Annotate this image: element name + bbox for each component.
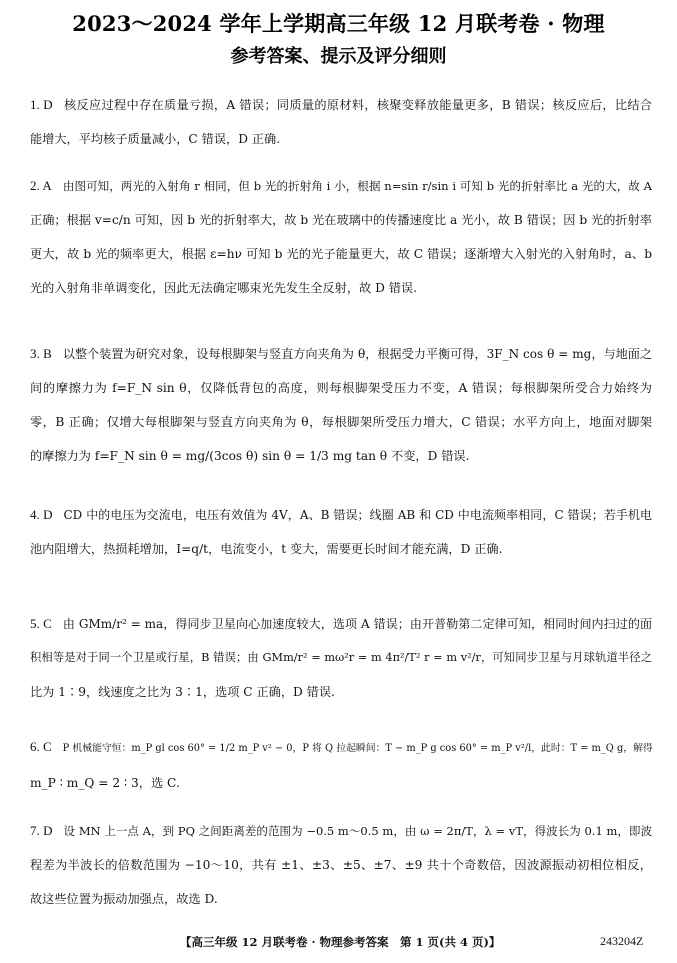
answer-line: 程差为半波长的倍数范围为 −10～10，共有 ±1、±3、±5、±7、±9 共十个奇数倍，因波源振动初相位相反，	[30, 858, 652, 872]
answer-text: 设 MN 上一点 A，到 PQ 之间距离差的范围为 −0.5 m～0.5 m，由 ω = 2π/T，λ = vT，得波长为 0.1 m，即波	[63, 824, 652, 838]
answer-line	[30, 169, 652, 203]
answer-line: 更大，故 b 光的频率更大，根据 ε=hν 可知 b 光的光子能量更大，故 C 错误；逐渐增大入射光的入射角时，a、b	[30, 247, 652, 261]
answer-number: 4. D	[30, 507, 53, 522]
answer-line	[30, 607, 652, 641]
answer-number: 6. C	[30, 739, 52, 754]
answer-line: 比为 1∶9，线速度之比为 3∶1，选项 C 正确，D 错误.	[30, 685, 335, 699]
answer-number: 1. D	[30, 97, 53, 112]
answer-line: 光的入射角非单调变化，因此无法确定哪束光先发生全反射，故 D 错误.	[30, 281, 418, 295]
footer-page-info: 【高三年级 12 月联考卷 · 物理参考答案 第 1 页(共 4 页)】	[180, 935, 501, 949]
answer-4	[30, 498, 652, 566]
answer-line: 正确；根据 v=c/n 可知，因 b 光的折射率大，故 b 光在玻璃中的传播速度比 a 光小，故 B 错误；因 b 光的折射率	[30, 213, 652, 227]
answer-line	[30, 498, 652, 532]
answer-2	[30, 169, 652, 305]
answer-text: CD 中的电压为交流电，电压有效值为 4V，A、B 错误；线圈 AB 和 CD 中电流频率相同，C 错误；若手机电	[63, 508, 653, 522]
answer-line: 间的摩擦力为 f=F_N sin θ，仅降低背包的高度，则每根脚架受压力不变，A 错误；每根脚架所受合力始终为	[30, 381, 652, 395]
answer-7	[30, 814, 652, 916]
answer-line	[30, 730, 652, 766]
answer-line: 积相等是对于同一个卫星或行星，B 错误；由 GMm/r² = mω²r = m 4π²/T² r = m v²/r，可知同步卫星与月球轨道半径之	[30, 651, 652, 664]
answer-number: 3. B	[30, 346, 52, 361]
answer-line	[30, 337, 652, 371]
answer-line: 池内阻增大，热损耗增加，I=q/t，电流变小，t 变大，需要更长时间才能充满，D 正确.	[30, 542, 503, 556]
footer-code: 243204Z	[600, 934, 644, 948]
answer-line	[30, 814, 652, 848]
answer-number: 5. C	[30, 616, 52, 631]
answer-3	[30, 337, 652, 473]
answer-line: 的摩擦力为 f=F_N sin θ = mg/(3cos θ) sin θ = 1/3 mg tan θ 不变，D 错误.	[30, 449, 470, 463]
answer-text: 以整个装置为研究对象，设每根脚架与竖直方向夹角为 θ，根据受力平衡可得，3F_N cos θ = mg，与地面之	[62, 347, 653, 361]
answer-line: 能增大，平均核子质量减小，C 错误，D 正确.	[30, 132, 281, 146]
answer-number: 2. A	[30, 178, 52, 193]
answer-line: 故这些位置为振动加强点，故选 D.	[30, 892, 218, 906]
answer-line	[30, 88, 652, 122]
answer-text: 核反应过程中存在质量亏损，A 错误；同质量的原材料，核聚变释放能量更多，B 错误；核反应后，比结合	[63, 98, 652, 112]
answer-6	[30, 730, 652, 800]
answer-number: 7. D	[30, 823, 53, 838]
answer-text: 由图可知，两光的入射角 r 相同，但 b 光的折射角 i 小，根据 n=sin r/sin i 可知 b 光的折射率比 a 光的大，故 A	[62, 179, 653, 193]
answer-5	[30, 607, 652, 709]
answer-line: m_P ∶ m_Q = 2 ∶ 3，选 C.	[30, 776, 180, 790]
page-subtitle: 参考答案、提示及评分细则	[230, 46, 447, 67]
answer-text: P 机械能守恒：m_P gl cos 60° = 1/2 m_P v² − 0，P 将 Q 拉起瞬间：T − m_P g cos 60° = m_P v²/l，此时：T = m_Q g，解得	[62, 743, 653, 754]
answer-text: 由 GMm/r² = ma，得同步卫星向心加速度较大，选项 A 错误；由开普勒第二定律可知，相同时间内扫过的面	[62, 617, 652, 631]
page-title: 2023～2024 学年上学期高三年级 12 月联考卷 · 物理	[72, 11, 605, 36]
answer-1	[30, 88, 652, 156]
answer-line: 零，B 正确；仅增大每根脚架与竖直方向夹角为 θ，每根脚架所受压力增大，C 错误；水平方向上，地面对脚架	[30, 415, 652, 429]
